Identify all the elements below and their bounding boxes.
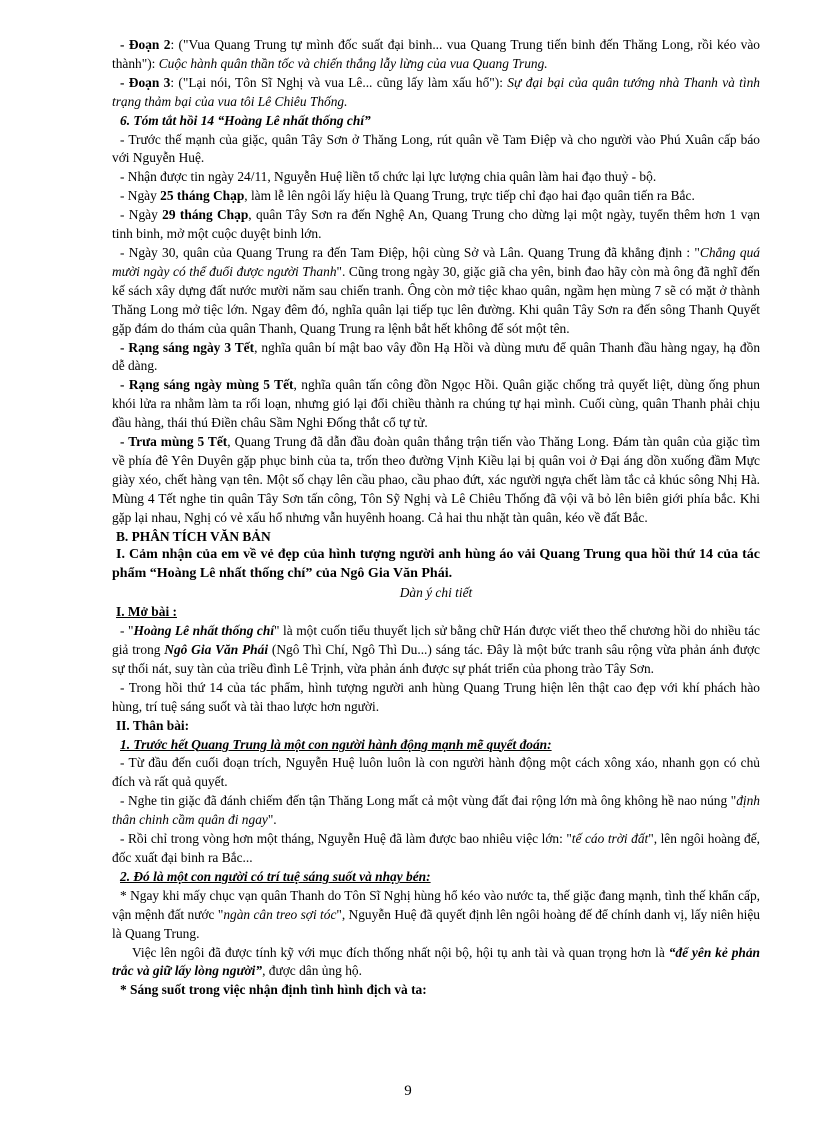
text: , nghĩa quân bí mật bao vây đồn Hạ Hồi và dùng mưu để quân Thanh đầu hàng ngay, hạ đồn dễ dàng.	[112, 339, 761, 374]
text: - Nghe tin giặc đã đánh chiếm đến tận Thăng Long mất cả một vùng đất đai rộng lớn mà ông không hề nao núng "	[120, 793, 737, 809]
bold-italic-text: Ngô Gia Văn Phái	[164, 642, 269, 657]
paragraph: - Từ đầu đến cuối đoạn trích, Nguyễn Huệ luôn luôn là con người hành động một cách xông xáo, nhanh gọn có chủ đích và rất quả quyết.	[112, 755, 760, 790]
text: , nghĩa quân tấn công đồn Ngọc Hồi. Quân giặc chống trả quyết liệt, dùng ống phun khói lửa ra nhằm làm ta rối loạn, nhưng gió lại đổi chiều thành ra chúng tự hại mình. Cuối cùng, quân Thanh phải chịu đầu hàng, thái thú Điền châu Sầm Nghi Đống thắt cổ tự tử.	[112, 377, 760, 431]
label-doan-2: - Đoạn 2	[120, 37, 171, 52]
paragraph	[112, 887, 760, 944]
paragraph	[112, 206, 760, 244]
paragraph: - Nhận được tin ngày 24/11, Nguyễn Huệ liền tổ chức lại lực lượng chia quân làm hai đạo thuỷ - bộ.	[120, 169, 657, 185]
paragraph	[112, 433, 760, 528]
paragraph	[112, 339, 760, 377]
italic-text: tế cáo trời đất	[571, 831, 649, 847]
bold-italic-text: Hoàng Lê nhất thống chí	[133, 623, 275, 639]
paragraph	[112, 830, 760, 868]
paragraph-bold: * Sáng suốt trong việc nhận định tình hình địch và ta:	[120, 982, 427, 998]
text: - "	[120, 623, 134, 639]
paragraph-doan-2	[112, 36, 760, 74]
paragraph	[112, 944, 760, 982]
text: , làm lễ lên ngôi lấy hiệu là Quang Trung, trực tiếp chỉ đạo hai đạo quân tiến ra Bắc.	[244, 188, 695, 204]
italic-text: Cuộc hành quân thần tốc và chiến thắng lẫy lừng của vua Quang Trung.	[158, 55, 548, 71]
text: - Ngày	[120, 207, 163, 223]
text: ", lên ngôi hoàng đế, đốc xuất đại binh ra Bắc...	[112, 831, 760, 865]
text: (Ngô Thì Chí, Ngô Thì Du...) sáng tác. Đây là một bức tranh sâu rộng vừa phản ánh được sự thối nát, suy tàn của triều đình Lê Trịnh, vừa phản ánh được sự phát triển của phong trào Tây Sơn.	[112, 642, 760, 676]
bold-text: 25 tháng Chạp	[160, 188, 245, 204]
paragraph	[112, 376, 760, 433]
italic-text: ngàn cân treo sợi tóc	[223, 906, 337, 922]
text: , quân Tây Sơn ra đến Nghệ An, Quang Trung cho dừng lại một ngày, tuyển thêm hơn 1 vạn tinh binh, mở một cuộc duyệt binh lớn.	[112, 207, 760, 242]
label-doan-3: - Đoạn 3	[120, 74, 171, 90]
text: " là một cuốn tiểu thuyết lịch sử bằng chữ Hán được viết theo thể chương hồi do nhiều tác giả trong	[112, 623, 760, 657]
section-b-heading: B. PHÂN TÍCH VĂN BẢN	[116, 528, 271, 544]
bold-text: - Trưa mùng 5 Tết	[120, 434, 228, 450]
paragraph: - Trong hồi thứ 14 của tác phẩm, hình tượng người anh hùng Quang Trung hiện lên thật cao đẹp với khí phách hào hùng, trí tuệ sáng suốt và tài thao lược hơn người.	[112, 679, 760, 714]
page-content	[112, 36, 760, 1000]
bold-text: - Rạng sáng ngày mùng 5 Tết	[120, 377, 294, 393]
bold-text: - Rạng sáng ngày 3 Tết	[120, 339, 255, 355]
paragraph-doan-3	[112, 74, 760, 112]
text: - Ngày	[120, 188, 161, 204]
text: - Ngày 30, quân của Quang Trung ra đến Tam Điệp, hội cùng Sở và Lân. Quang Trung đã khẳng định : "	[120, 244, 700, 260]
text: , Quang Trung đã dẫn đầu đoàn quân thắng trận tiến vào Thăng Long. Đám tàn quân của giặc tìm về phía đê Yên Duyên gặp phục binh của ta, trốn theo đường Vịnh Kiều lại bị quân voi ở Đại áng dồn xuống đầm Mực giày xéo, chết hàng vạn tên. Một số chạy lên cầu phao, cầu phao đứt, xác người ngựa chết làm tắc cả khúc sông Nhị Hà. Mùng 4 Tết nghe tin quân Tây Sơn tấn công, Tôn Sỹ Nghị và Lê Chiêu Thống đã vội vã bỏ lên biên giới phía bắc. Khi gặp lại nhau, Nghị có vẻ xấu hổ nhưng vẫn huyênh hoang. Cả hai thu nhặt tàn quân, kéo về đất Bắc.	[112, 434, 760, 525]
mo-bai-heading: I. Mở bài :	[116, 604, 177, 620]
paragraph	[112, 244, 760, 339]
page-number: 9	[404, 1083, 412, 1099]
text: ".	[267, 812, 277, 828]
text: Việc lên ngôi đã được tính kỹ với mục đích thống nhất nội bộ, hội tụ anh tài và quan trọng hơn là	[132, 944, 669, 960]
italic-text: định thân chinh cầm quân đi ngay	[112, 793, 760, 828]
bold-italic-text: “để yên kẻ phản trắc và giữ lấy lòng người”	[112, 944, 761, 979]
outline-title: Dàn ý chi tiết	[399, 585, 473, 601]
italic-text: Sự đại bại của quân tướng nhà Thanh và tình trạng thảm bại của vua tôi Lê Chiêu Thống.	[112, 74, 761, 109]
bold-text: 29 tháng Chạp	[162, 207, 249, 223]
than-bai-heading: II. Thân bài:	[116, 717, 190, 733]
text: : ("Lại nói, Tôn Sĩ Nghị và vua Lê... cũng lấy làm xấu hổ"):	[170, 74, 508, 90]
text: , được dân ủng hộ.	[262, 963, 362, 979]
text: ", Nguyễn Huệ đã quyết định lên ngôi hoàng đế để chính danh vị, lấy niên hiệu là Quang Trung.	[112, 906, 760, 941]
text: ". Cũng trong ngày 30, giặc giã cha yên, binh đao hãy còn mà ông đã nghĩ đến kế sách xây dựng đất nước mười năm sau chiến tranh. Ông còn mở tiệc khao quân, ngầm hẹn mùng 7 sẽ có mặt ở thành Thăng Long mở tiệc lớn. Ngay đêm đó, nghĩa quân lại tiếp tục lên đường. Khi quân Tây Sơn ra đến sông Thanh Quyết gặp đám do thám của quân Thanh, Quang Trung ra lệnh bắt hết không để sót một tên.	[112, 263, 760, 336]
subheading-2: 2. Đó là một con người có trí tuệ sáng suốt và nhạy bén:	[120, 868, 431, 884]
text: : ("Vua Quang Trung tự mình đốc suất đại binh... vua Quang Trung tiến binh đến Thăng Long, rồi kéo vào thành"):	[112, 37, 760, 71]
paragraph: - Trước thế mạnh của giặc, quân Tây Sơn ở Thăng Long, rút quân về Tam Điệp và cho người vào Phú Xuân cấp báo với Nguyễn Huệ.	[112, 131, 760, 166]
subheading-1: 1. Trước hết Quang Trung là một con người hành động mạnh mẽ quyết đoán:	[120, 736, 552, 752]
text: - Rồi chỉ trong vòng hơn một tháng, Nguyễn Huệ đã làm được bao nhiêu việc lớn: "	[120, 831, 572, 847]
paragraph	[112, 187, 760, 206]
text: * Ngay khi mấy chục vạn quân Thanh do Tôn Sĩ Nghị hùng hổ kéo vào nước ta, thế giặc đang mạnh, tình thế khẩn cấp, vận mệnh đất nước "	[112, 887, 760, 922]
heading-6: 6. Tóm tắt hồi 14 “Hoàng Lê nhất thống chí”	[120, 112, 371, 128]
section-i-heading: I. Cảm nhận của em về vẻ đẹp của hình tượng người anh hùng áo vải Quang Trung qua hồi thứ 14 của tác phẩm “Hoàng Lê nhất thống chí” của Ngô Gia Văn Phái.	[112, 547, 760, 582]
paragraph	[112, 622, 760, 679]
paragraph	[112, 792, 760, 830]
italic-text: Chẳng quá mười ngày có thể đuổi được người Thanh	[112, 244, 760, 279]
